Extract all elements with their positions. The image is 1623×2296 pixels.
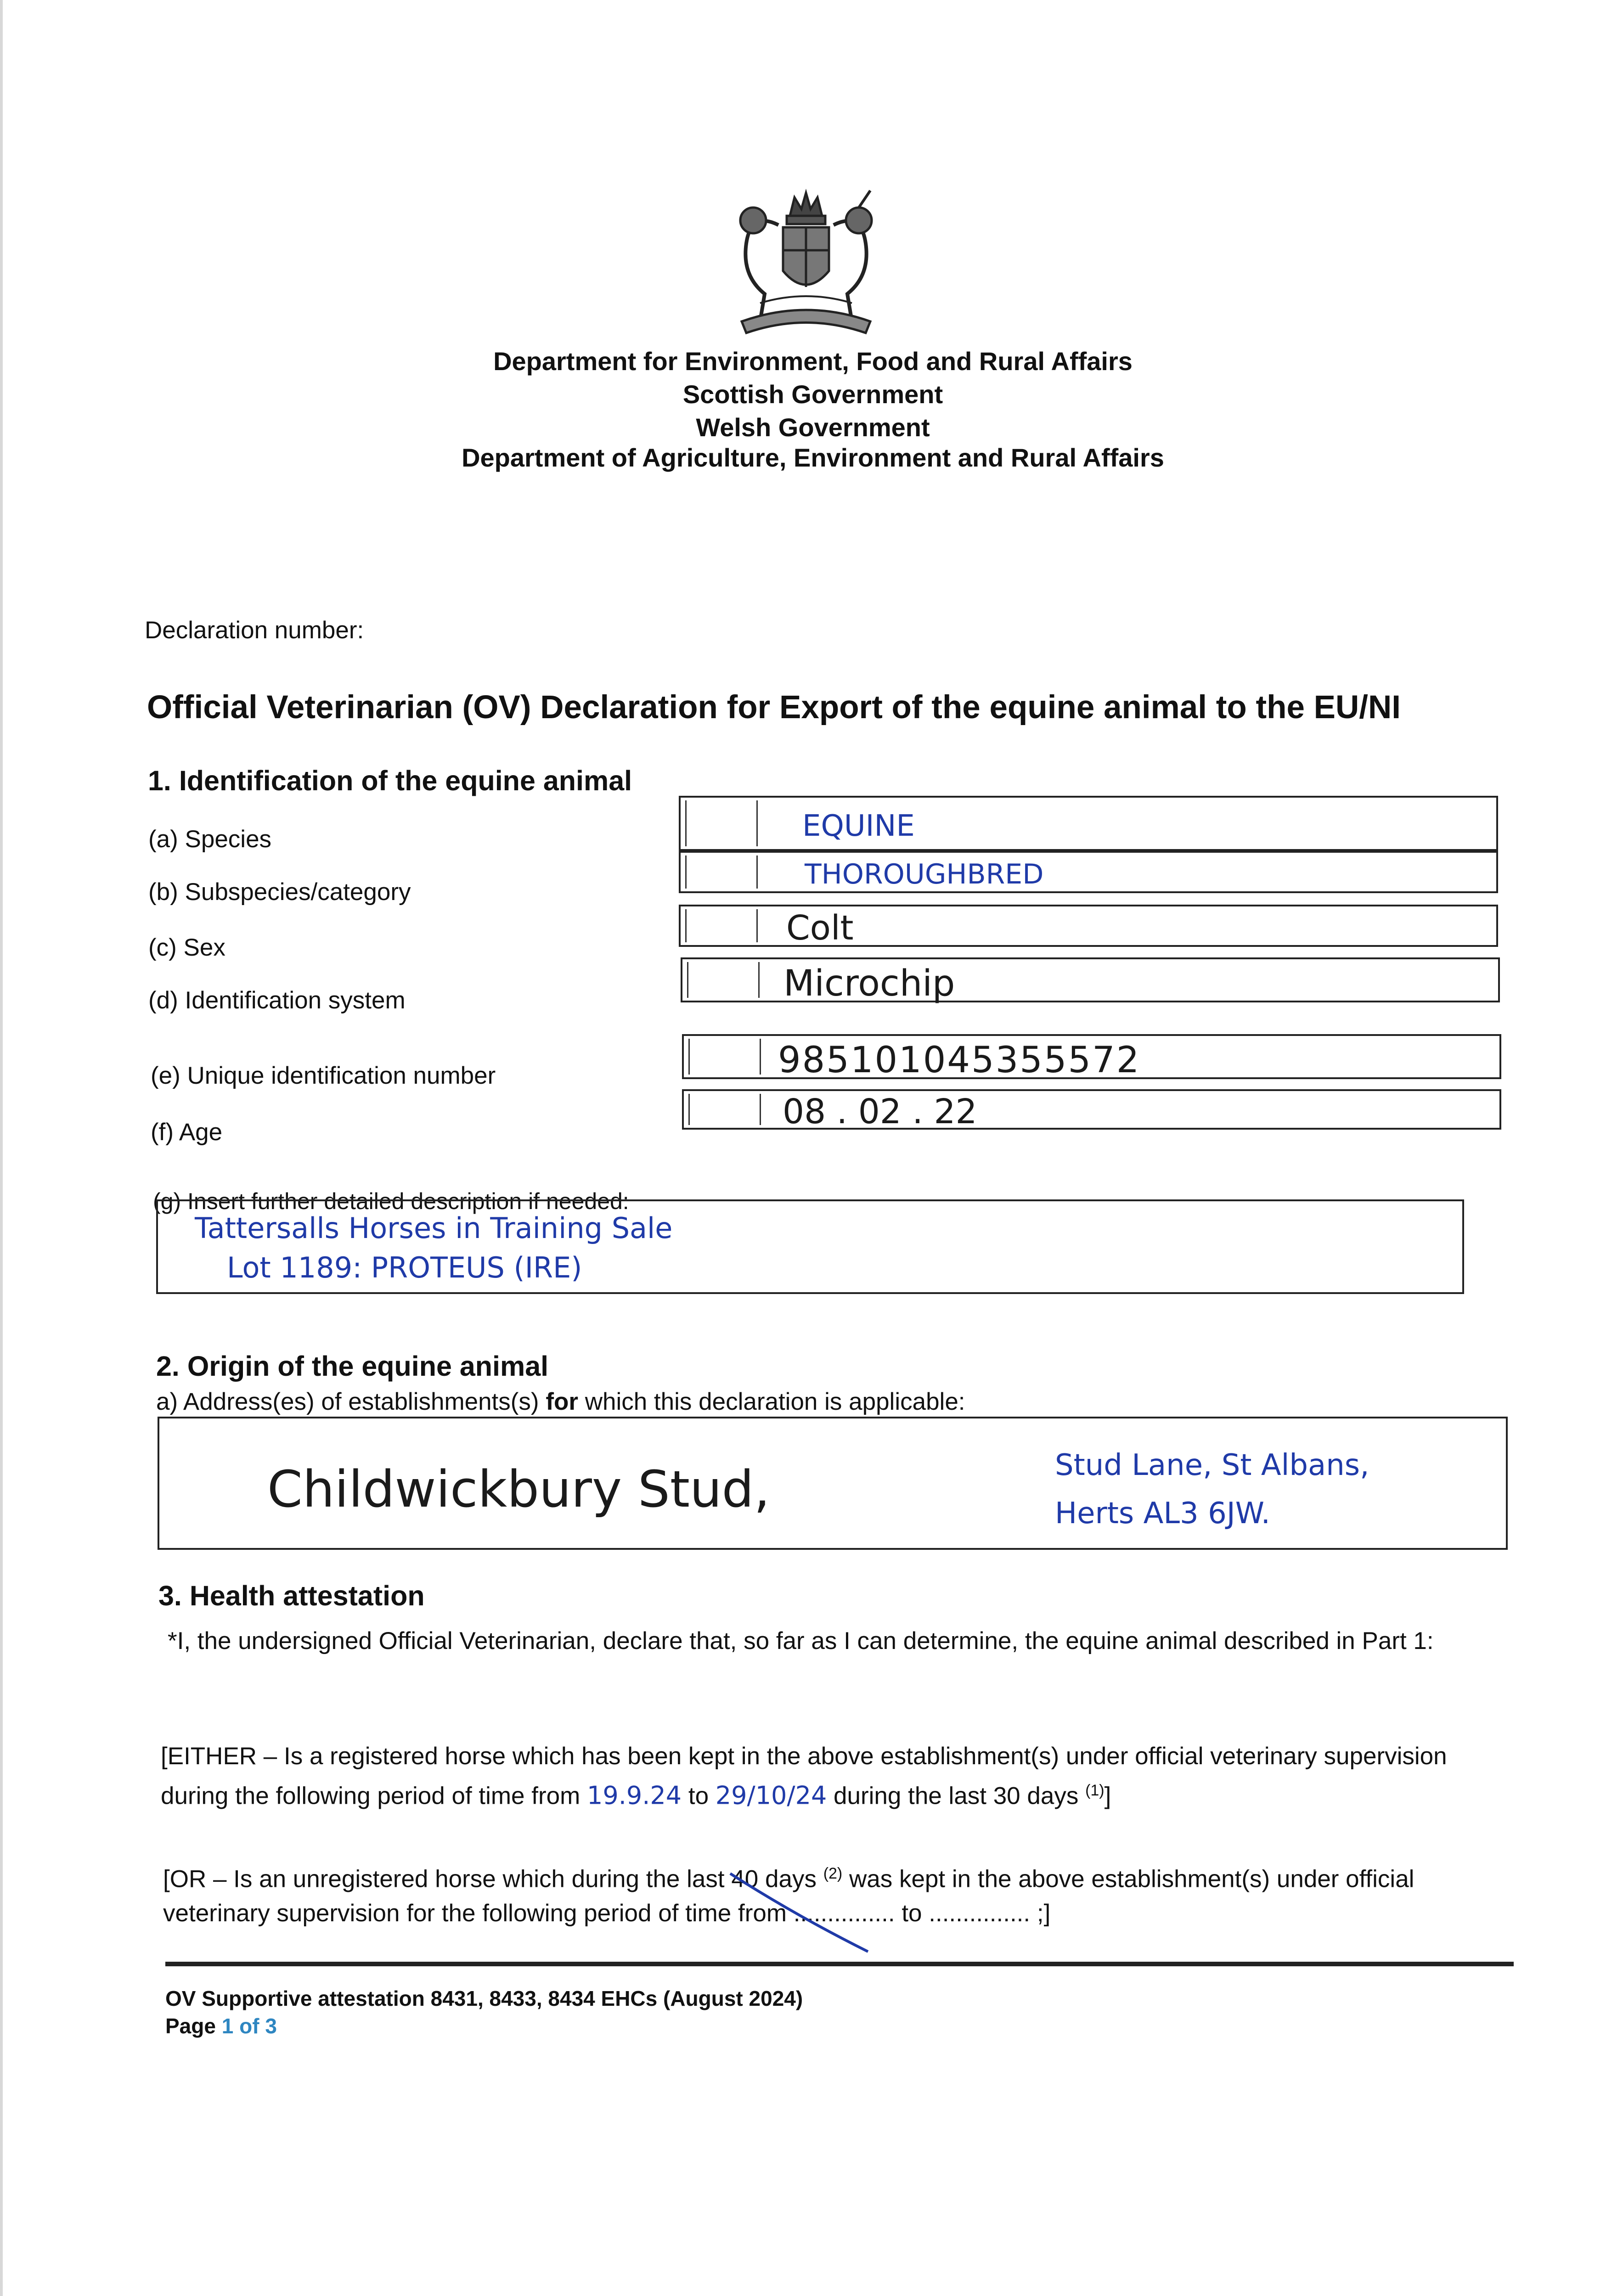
royal-crest-icon [710, 184, 902, 340]
address-label-post: which this declaration is applicable: [578, 1388, 965, 1415]
document-title: Official Veterinarian (OV) Declaration for Export of the equine animal to the EU/NI [147, 689, 1401, 726]
either-from-date[interactable]: 19.9.24 [586, 1781, 682, 1810]
either-clause [161, 1739, 1513, 1813]
strike-through-mark [721, 1864, 877, 1956]
address-label-bold: for [546, 1388, 578, 1415]
either-to-word: to [688, 1782, 709, 1810]
footer-page-number [165, 2014, 277, 2038]
section3-heading: 3. Health attestation [158, 1580, 425, 1611]
uid-field[interactable] [682, 1034, 1501, 1079]
footer-rule [165, 1962, 1514, 1966]
address-establishment-name: Childwickbury Stud, [267, 1460, 770, 1519]
species-value: EQUINE [802, 809, 915, 843]
subspecies-value: THOROUGHBRED [805, 858, 1044, 890]
address-label [156, 1388, 965, 1416]
either-footnote: (1) [1085, 1782, 1105, 1799]
uid-label: (e) Unique identification number [151, 1062, 496, 1089]
page-current: 1 [221, 2014, 234, 2038]
department-scottish-government: Scottish Government [682, 380, 943, 409]
department-welsh-government: Welsh Government [696, 413, 930, 442]
department-daera: Department of Agriculture, Environment and Rural Affairs [462, 443, 1164, 472]
either-text-1: [EITHER – Is a registered horse which has been kept in the above establishment(s) under official veterinary supervision during the following period of time from [161, 1743, 1447, 1810]
subspecies-label: (b) Subspecies/category [148, 878, 411, 906]
age-label: (f) Age [151, 1119, 223, 1146]
address-line-2: Herts AL3 6JW. [1055, 1497, 1270, 1531]
of-word: of [239, 2014, 259, 2038]
sex-field[interactable] [679, 905, 1498, 947]
health-intro: *I, the undersigned Official Veterinarian, declare that, so far as I can determine, the equine animal described in Part 1: [168, 1627, 1434, 1654]
either-to-date[interactable]: 29/10/24 [715, 1781, 827, 1810]
either-close: ] [1104, 1782, 1111, 1810]
subspecies-field[interactable] [679, 851, 1498, 893]
sex-value: Colt [786, 908, 854, 948]
identification-system-field[interactable] [681, 957, 1500, 1002]
sex-label: (c) Sex [148, 934, 225, 961]
page-word: Page [165, 2014, 216, 2038]
page-total: 3 [265, 2014, 277, 2038]
description-box[interactable] [156, 1199, 1464, 1294]
department-defra: Department for Environment, Food and Rural Affairs [493, 347, 1133, 376]
species-field[interactable] [679, 796, 1498, 851]
section1-heading: 1. Identification of the equine animal [148, 765, 632, 796]
either-text-2: during the last 30 days [834, 1782, 1079, 1810]
address-line-1: Stud Lane, St Albans, [1055, 1448, 1369, 1482]
uid-value: 985101045355572 [778, 1040, 1141, 1081]
or-text-2: was kept in the above establishment(s) under official veterinary supervision for the following period of time from ............... to ............... ;] [163, 1865, 1414, 1927]
section2-heading: 2. Origin of the equine animal [156, 1351, 549, 1382]
identification-system-value: Microchip [783, 963, 955, 1004]
or-footnote: (2) [823, 1865, 843, 1882]
or-text-1: [OR – Is an unregistered horse which during the last 40 days [163, 1865, 817, 1893]
age-field[interactable] [682, 1089, 1501, 1130]
address-label-pre: a) Address(es) of establishments(s) [156, 1388, 546, 1415]
description-line-1: Tattersalls Horses in Training Sale [195, 1211, 673, 1245]
description-label: (g) Insert further detailed description if needed: [153, 1188, 629, 1214]
description-line-2: Lot 1189: PROTEUS (IRE) [227, 1251, 582, 1284]
declaration-number-label: Declaration number: [145, 617, 364, 644]
identification-system-label: (d) Identification system [148, 987, 406, 1014]
age-value: 08 . 02 . 22 [783, 1092, 977, 1131]
footer-attestation: OV Supportive attestation 8431, 8433, 8434 EHCs (August 2024) [165, 1986, 803, 2010]
scan-edge [0, 0, 3, 2296]
species-label: (a) Species [148, 826, 272, 853]
address-box[interactable] [158, 1417, 1508, 1550]
